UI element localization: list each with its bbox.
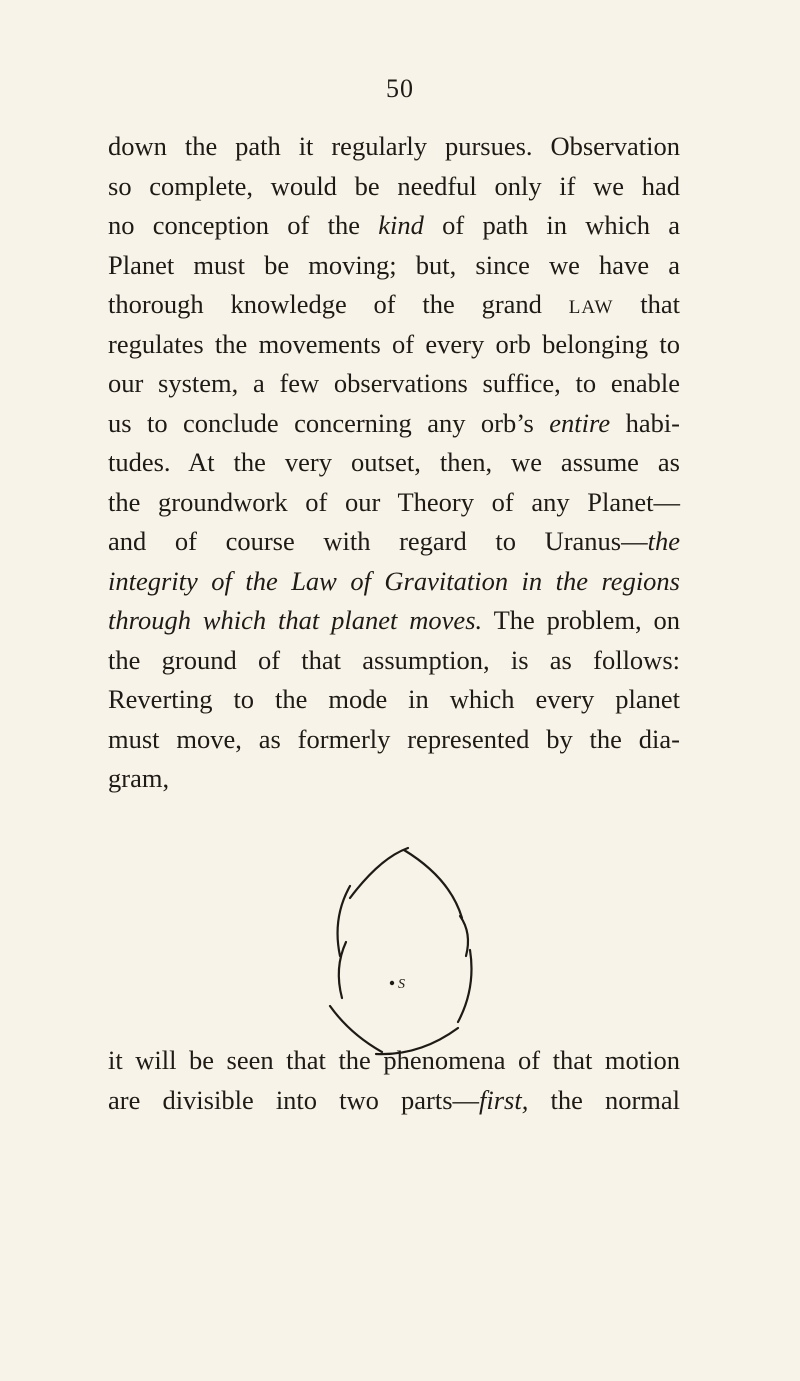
orbit-arc-top-right — [404, 850, 462, 918]
orbit-diagram — [320, 838, 490, 1060]
text-run: it will be seen that the phenomena of that motion — [108, 1045, 680, 1075]
text-line — [108, 1081, 680, 1121]
text-run: that — [640, 289, 681, 319]
text-run: of path in which a — [442, 210, 681, 240]
text-line — [108, 483, 680, 523]
text-line — [108, 206, 680, 246]
text-run: The problem, on — [493, 605, 680, 635]
text-line — [108, 285, 680, 325]
italic-word: entire — [549, 407, 611, 438]
orbit-focus-dot — [390, 981, 394, 985]
page-number: 50 — [386, 74, 414, 103]
text-line — [108, 562, 680, 602]
text-run: our system, a few observations suffice, to enable — [108, 368, 680, 398]
text-line — [108, 601, 680, 641]
text-line — [108, 443, 680, 483]
text-run: Planet must be moving; but, since we have a — [108, 249, 680, 280]
italic-word: kind — [378, 210, 424, 240]
text-line — [108, 325, 680, 365]
diagram-label: S — [398, 977, 405, 992]
italic-run: through which that planet moves. — [108, 605, 483, 635]
text-run: no conception of the — [108, 210, 360, 240]
body-text-top — [108, 127, 680, 799]
text-run: gram, — [108, 763, 170, 793]
italic-word: first, — [479, 1084, 529, 1115]
text-run: the ground of that assumption, is as follows: — [108, 644, 680, 675]
text-run: and of course with regard to Uranus— — [108, 526, 648, 556]
orbit-arc-right-upper — [460, 916, 468, 956]
text-line — [108, 680, 680, 720]
orbit-arc-right-mid — [458, 950, 472, 1022]
text-line — [108, 364, 680, 404]
text-line — [108, 759, 680, 799]
text-run: habi- — [625, 407, 681, 438]
text-run: regulates the movements of every orb belonging to — [108, 328, 680, 359]
italic-word: the — [647, 526, 680, 556]
smallcaps-word: law — [568, 289, 614, 319]
text-line — [108, 1041, 680, 1081]
text-run: thorough knowledge of the grand — [108, 289, 542, 319]
text-run: so complete, would be needful only if we had — [108, 170, 680, 201]
text-line — [108, 404, 680, 444]
text-run: must move, as formerly represented by the dia- — [108, 723, 680, 754]
text-run: the normal — [550, 1084, 681, 1115]
body-text-bottom — [108, 1041, 680, 1120]
text-line — [108, 522, 680, 562]
text-run: are divisible into two parts— — [108, 1084, 480, 1115]
text-run: us to conclude concerning any orb’s — [108, 407, 534, 438]
text-run: down the path it regularly pursues. Observation — [108, 131, 680, 161]
text-run: Reverting to the mode in which every planet — [108, 684, 680, 714]
text-line — [108, 127, 680, 167]
text-run: tudes. At the very outset, then, we assume as — [108, 447, 680, 477]
text-line — [108, 167, 680, 207]
orbit-arc-top — [350, 848, 408, 898]
text-line — [108, 246, 680, 286]
text-line — [108, 641, 680, 681]
italic-run: integrity of the Law of Gravitation in the regions — [108, 565, 680, 596]
text-run: the groundwork of our Theory of any Planet— — [108, 486, 680, 517]
text-line — [108, 720, 680, 760]
